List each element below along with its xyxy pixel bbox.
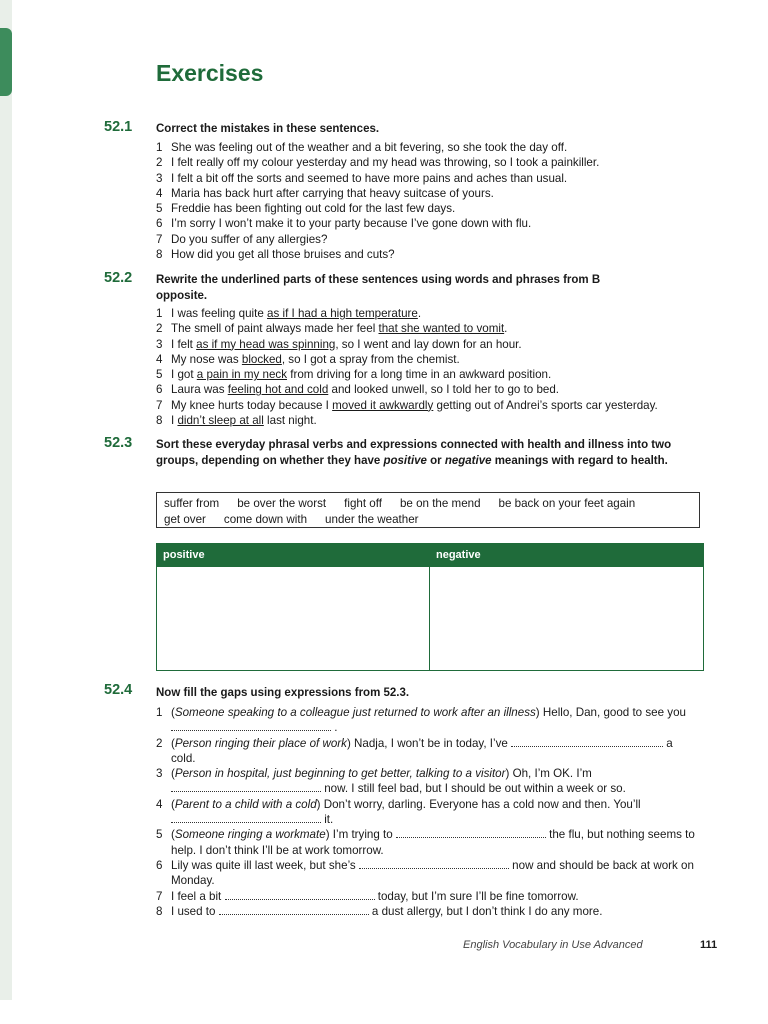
list-item: 5 (Someone ringing a workmate) I’m trying to the flu, but nothing seems to help. I don’t think I’ll be at work tomorrow. (156, 828, 695, 857)
exercise-list (156, 140, 716, 262)
list-item: 4 My nose was blocked, so I got a spray from the chemist. (156, 352, 460, 366)
item-text: I got (171, 368, 197, 382)
context-text: Parent to a child with a cold (174, 797, 317, 811)
list-item: 2 (Person ringing their place of work) Nadja, I won’t be in today, I’ve a cold. (156, 736, 673, 765)
item-text: Freddie has been fighting out cold for the last few days. (171, 202, 456, 216)
instruction-text: or (426, 455, 445, 467)
item-text: I (171, 414, 178, 428)
item-text: ) Don’t worry, darling. Everyone has a cold now and then. You’ll (316, 797, 641, 811)
gap-blank[interactable] (171, 720, 331, 731)
item-text: from driving for a long time in an awkward position. (287, 368, 552, 382)
instruction-italic: positive (383, 455, 427, 467)
item-text: Laura was (171, 383, 228, 397)
exercise-instruction: Correct the mistakes in these sentences. (156, 123, 380, 135)
exercise-instruction (156, 437, 696, 469)
item-text: , so I went and lay down for an hour. (335, 337, 522, 351)
list-item: 8 I didn’t sleep at all last night. (156, 414, 317, 428)
item-text: I used to (171, 904, 219, 918)
item-text: I felt a bit off the sorts and seemed to have more pains and aches than usual. (171, 171, 568, 185)
word-box-item: be on the mend (399, 497, 481, 510)
gap-blank[interactable] (171, 781, 321, 792)
word-box-item: come down with (223, 512, 308, 526)
instruction-italic: negative (444, 455, 492, 467)
list-item: 3 I felt a bit off the sorts and seemed to have more pains and aches than usual. (156, 171, 568, 185)
item-text: Do you suffer of any allergies? (171, 232, 328, 246)
gap-blank[interactable] (359, 858, 509, 869)
sort-table (156, 543, 704, 671)
list-item: 1 I was feeling quite as if I had a high temperature. (156, 307, 422, 320)
item-text: My knee hurts today because I (171, 398, 333, 412)
item-text: The smell of paint always made her feel (171, 322, 379, 336)
list-item: 6 Lily was quite ill last week, but she’s now and should be back at work on Monday. (156, 858, 694, 888)
list-item: 7 I feel a bit today, but I’m sure I’ll be fine tomorrow. (156, 889, 579, 903)
list-item: 6 I’m sorry I won’t make it to your party because I’ve gone down with flu. (156, 217, 532, 231)
list-item: 4 Maria has back hurt after carrying that heavy suitcase of yours. (156, 186, 494, 200)
item-text: How did you get all those bruises and cuts? (171, 248, 395, 262)
underlined-phrase: blocked (241, 352, 282, 366)
list-item: 5 Freddie has been fighting out cold for the last few days. (156, 202, 456, 216)
underlined-phrase: that she wanted to vomit (378, 322, 505, 336)
item-text: ) Hello, Dan, good to see you (535, 706, 686, 719)
underlined-phrase: moved it awkwardly (332, 398, 434, 412)
item-text: , so I got a spray from the chemist. (281, 352, 460, 366)
list-item: 6 Laura was feeling hot and cold and looked unwell, so I told her to go to bed. (156, 383, 560, 397)
footer-book-title: English Vocabulary in Use Advanced (463, 939, 643, 951)
word-box-item: get over (164, 512, 206, 526)
column-divider (429, 544, 430, 670)
list-item: 3 I felt as if my head was spinning, so I went and lay down for an hour. (156, 337, 522, 351)
list-item: 7 Do you suffer of any allergies? (156, 232, 328, 246)
word-box-item: be over the worst (237, 497, 327, 510)
context-text: Person ringing their place of work (174, 736, 347, 750)
item-text: last night. (263, 414, 317, 428)
column-header-positive: positive (157, 544, 429, 567)
gap-blank[interactable] (171, 812, 321, 823)
context-text: Someone ringing a workmate (174, 828, 326, 842)
item-text: now and should be back at work on Monday. (171, 858, 694, 888)
item-text: I’m sorry I won’t make it to your party because I’ve gone down with flu. (171, 217, 532, 231)
chapter-tab (0, 28, 12, 96)
item-text: She was feeling out of the weather and a bit fevering, so she took the day off. (171, 141, 568, 154)
item-text: a cold. (171, 736, 673, 765)
list-item: 5 I got a pain in my neck from driving for a long time in an awkward position. (156, 368, 552, 382)
item-text: I felt really off my colour yesterday and my head was throwing, so I took a painkiller. (171, 156, 600, 170)
list-item: 8 How did you get all those bruises and cuts? (156, 248, 395, 262)
list-item: 1 (Someone speaking to a colleague just returned to work after an illness) Hello, Dan, good to see you . (156, 706, 686, 735)
list-item: 3 (Person in hospital, just beginning to get better, talking to a visitor) Oh, I’m OK. I’m now. I still feel bad, but I should be out within a week or so. (156, 767, 626, 796)
page-title: Exercises (156, 60, 264, 86)
item-text: Lily was quite ill last week, but she’s (171, 858, 359, 872)
gap-blank[interactable] (219, 904, 369, 915)
word-box-item: be back on your feet again (498, 497, 636, 510)
instruction-text: meanings with regard to health. (491, 455, 668, 467)
item-text: ) Oh, I’m OK. I’m (505, 767, 592, 781)
underlined-phrase: feeling hot and cold (227, 383, 329, 397)
exercise-instruction: Now fill the gaps using expressions from 52.3. (156, 687, 410, 699)
item-text: it. (321, 813, 334, 827)
context-text: Someone speaking to a colleague just returned to work after an illness (174, 706, 536, 719)
list-item: 1 She was feeling out of the weather and a bit fevering, so she took the day off. (156, 141, 568, 154)
item-text: . (417, 307, 422, 320)
word-box-item: fight off (344, 497, 382, 510)
exercise-number: 52.3 (104, 435, 133, 451)
list-item: 8 I used to a dust allergy, but I don’t think I do any more. (156, 904, 603, 918)
underlined-phrase: didn’t sleep at all (177, 414, 264, 428)
item-text: ) I’m trying to (325, 828, 396, 842)
gap-blank[interactable] (396, 827, 546, 838)
item-text: the flu, but nothing seems to help. I don’t think I’ll be at work tomorrow. (171, 828, 695, 857)
item-text: getting out of Andrei’s sports car yesterday. (433, 398, 658, 412)
exercise-instruction: Rewrite the underlined parts of these sentences using words and phrases from B opposite. (156, 274, 601, 302)
column-header-negative: negative (430, 544, 703, 567)
exercise-number: 52.4 (104, 682, 133, 698)
item-text: ) Nadja, I won’t be in today, I’ve (346, 736, 512, 750)
item-text: Maria has back hurt after carrying that heavy suitcase of yours. (171, 186, 494, 200)
item-text: I felt (171, 337, 197, 351)
exercise-number: 52.2 (104, 270, 133, 286)
context-text: Person in hospital, just beginning to get better, talking to a visitor (174, 767, 506, 781)
item-text: I was feeling quite (171, 307, 268, 320)
list-item: 7 My knee hurts today because I moved it awkwardly getting out of Andrei’s sports car yesterday. (156, 398, 658, 412)
item-text: My nose was (171, 352, 242, 366)
word-box-item: under the weather (325, 512, 419, 526)
page-number: 111 (700, 939, 718, 951)
item-text: . (331, 721, 338, 735)
exercise-list (156, 306, 716, 428)
underlined-phrase: as if I had a high temperature (267, 307, 418, 320)
item-text: and looked unwell, so I told her to go to bed. (328, 383, 560, 397)
list-item: 2 The smell of paint always made her feel that she wanted to vomit. (156, 322, 508, 336)
item-text: a dust allergy, but I don’t think I do any more. (368, 904, 603, 918)
list-item: 4 (Parent to a child with a cold) Don’t worry, darling. Everyone has a cold now and then. You’ll it. (156, 797, 641, 827)
item-text: I feel a bit (171, 889, 225, 903)
word-box (156, 492, 700, 528)
list-item: 2 I felt really off my colour yesterday and my head was throwing, so I took a painkiller. (156, 156, 600, 170)
gap-blank[interactable] (511, 736, 663, 747)
instruction-text: Sort these everyday phrasal verbs and expressions connected with health and illness into two groups, depending on whether they have (156, 439, 672, 467)
exercise-list (156, 705, 696, 919)
word-box-item: suffer from (164, 497, 220, 510)
item-text: now. I still feel bad, but I should be out within a week or so. (321, 782, 626, 796)
underlined-phrase: a pain in my neck (196, 368, 288, 382)
exercise-number: 52.1 (104, 119, 133, 135)
gap-blank[interactable] (225, 889, 375, 900)
item-text: . (504, 322, 508, 336)
item-text: today, but I’m sure I’ll be fine tomorrow. (374, 889, 579, 903)
underlined-phrase: as if my head was spinning (196, 337, 336, 351)
page-edge-strip (0, 0, 12, 1000)
